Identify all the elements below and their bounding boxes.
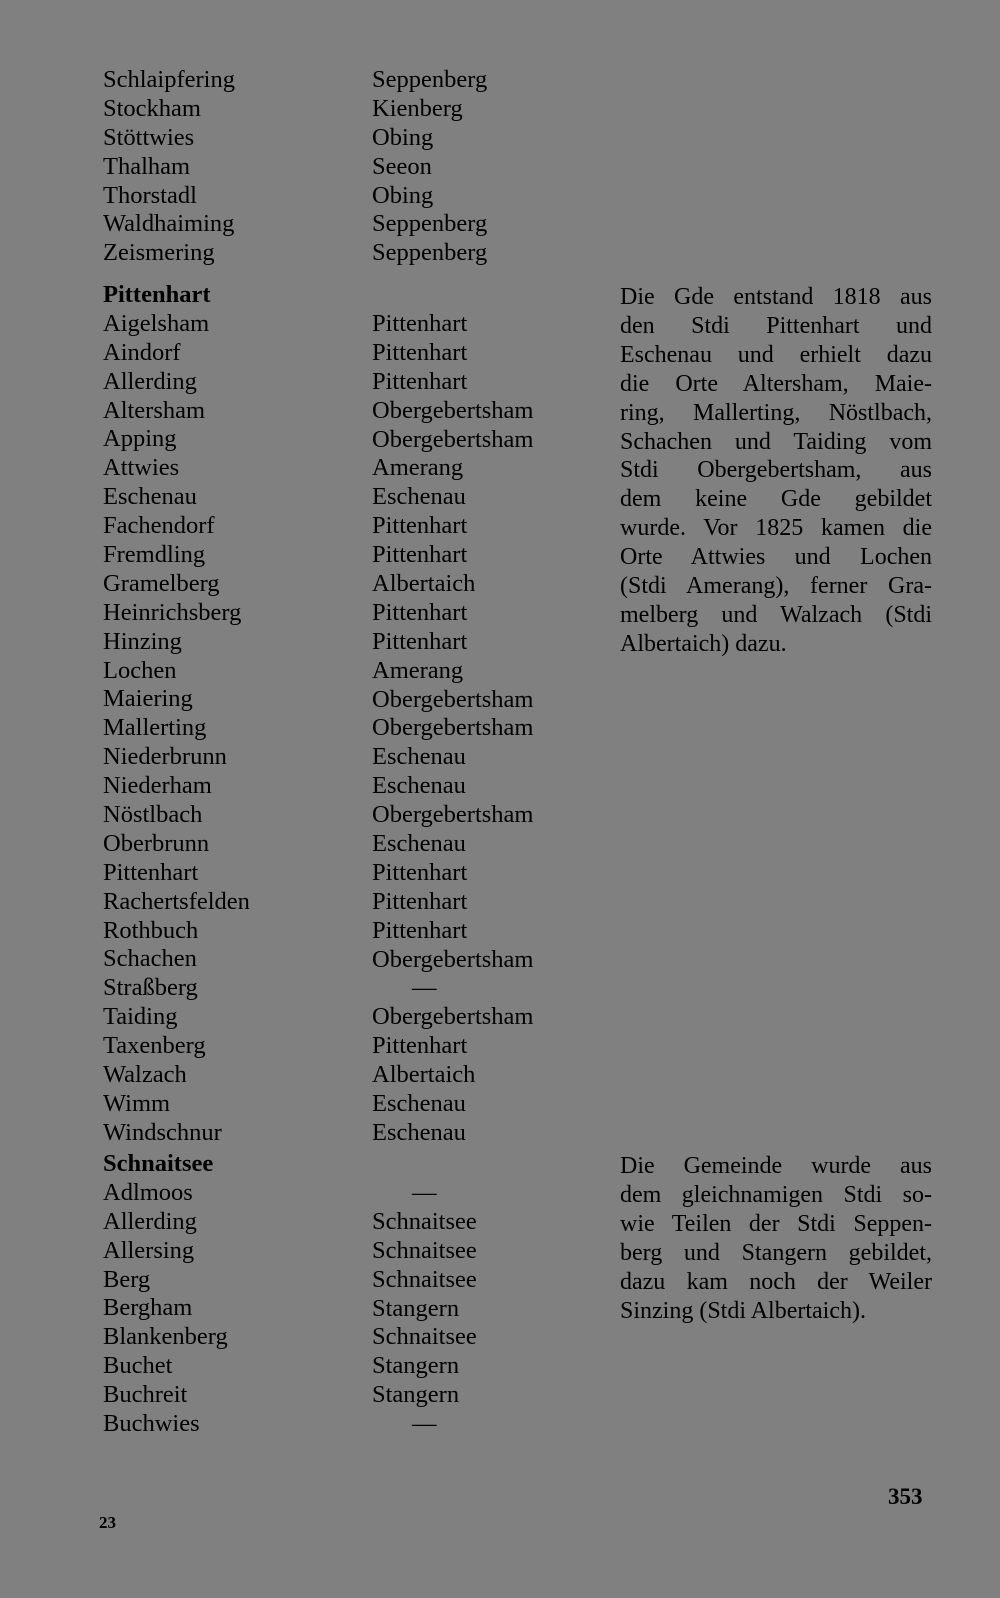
district-name: Pittenhart — [372, 338, 468, 366]
note-line: ring, Mallerting, Nöstlbach, — [620, 399, 932, 426]
note-line: wurde. Vor 1825 kamen die — [620, 515, 932, 542]
district-name: Seppenberg — [372, 210, 488, 238]
section-heading-schnaitsee: Schnaitsee — [103, 1150, 214, 1177]
district-name: Pittenhart — [372, 916, 468, 944]
place-name: Thorstadl — [103, 181, 197, 209]
district-name: Schnaitsee — [372, 1265, 477, 1293]
place-name: Buchreit — [103, 1381, 188, 1409]
district-name: Pittenhart — [372, 367, 468, 395]
place-name: Apping — [103, 425, 177, 453]
district-name: Seppenberg — [372, 66, 488, 93]
district-name: Schnaitsee — [372, 1207, 477, 1235]
district-name: Pittenhart — [372, 541, 468, 569]
district-name: — — [412, 1179, 437, 1206]
place-name: Mallerting — [103, 714, 207, 742]
place-name: Gramelberg — [103, 569, 220, 597]
district-name: Eschenau — [372, 483, 466, 511]
district-name: Pittenhart — [372, 887, 468, 915]
place-name: Allerding — [103, 367, 197, 395]
place-name: Rachertsfelden — [103, 887, 250, 915]
place-name: Schlaipfering — [103, 66, 235, 93]
place-name: Waldhaiming — [103, 210, 235, 238]
place-name: Niederbrunn — [103, 743, 227, 771]
district-name: Stangern — [372, 1352, 460, 1380]
district-name: — — [412, 974, 437, 1002]
district-name: Kienberg — [372, 94, 463, 122]
district-name: Stangern — [372, 1294, 460, 1322]
place-name: Wimm — [103, 1089, 171, 1117]
district-name: Obergebertsham — [372, 1003, 534, 1031]
place-name: Attwies — [103, 454, 180, 482]
place-name: Nöstlbach — [103, 801, 203, 829]
note-pittenhart — [620, 283, 932, 659]
note-line: dem keine Gde gebildet — [620, 486, 932, 513]
place-name: Buchwies — [103, 1410, 200, 1438]
place-name: Lochen — [103, 656, 177, 684]
district-name: Obergebertsham — [372, 945, 534, 973]
place-name: Aindorf — [103, 338, 181, 366]
place-column-top — [103, 66, 353, 268]
place-column-pittenhart — [103, 281, 353, 1148]
note-line: dem gleichnamigen Stdi so- — [620, 1181, 932, 1208]
place-name: Pittenhart — [103, 858, 199, 886]
place-name: Thalham — [103, 152, 191, 180]
place-name: Fachendorf — [103, 512, 215, 540]
section-heading-pittenhart: Pittenhart — [103, 281, 211, 308]
note-line: die Orte Altersham, Maie- — [620, 370, 932, 397]
place-name: Allersing — [103, 1236, 195, 1264]
district-column-top — [372, 66, 602, 268]
district-name: Pittenhart — [372, 512, 468, 540]
note-line: Stdi Obergebertsham, aus — [620, 457, 932, 484]
place-name: Oberbrunn — [103, 829, 210, 857]
place-name: Allerding — [103, 1207, 197, 1235]
district-name: Amerang — [372, 454, 464, 482]
place-name: Schachen — [103, 945, 197, 973]
place-name: Taiding — [103, 1003, 178, 1031]
district-name: Schnaitsee — [372, 1323, 477, 1351]
district-name: Pittenhart — [372, 627, 468, 655]
place-name: Fremdling — [103, 541, 206, 569]
place-name: Rothbuch — [103, 916, 199, 944]
district-name: Albertaich — [372, 1061, 476, 1089]
place-name: Zeismering — [103, 239, 215, 267]
district-name: Obergebertsham — [372, 801, 534, 829]
place-name: Bergham — [103, 1294, 193, 1322]
note-line: Die Gemeinde wurde aus — [620, 1153, 932, 1179]
place-name: Taxenberg — [103, 1032, 206, 1060]
note-line: berg und Stangern gebildet, — [620, 1239, 932, 1266]
place-name: Blankenberg — [103, 1323, 228, 1351]
note-line: den Stdi Pittenhart und — [620, 312, 932, 339]
district-name: Eschenau — [372, 743, 466, 771]
place-name: Altersham — [103, 396, 206, 424]
note-line: Schachen und Taiding vom — [620, 428, 932, 455]
district-name: Pittenhart — [372, 598, 468, 626]
place-name: Stockham — [103, 94, 201, 122]
place-name: Walzach — [103, 1061, 187, 1089]
place-name: Straßberg — [103, 974, 198, 1002]
district-name: Eschenau — [372, 1090, 466, 1118]
note-schnaitsee — [620, 1152, 932, 1325]
place-list-schnaitsee — [103, 1179, 353, 1439]
place-name: Adlmoos — [103, 1178, 193, 1206]
note-line: Albertaich) dazu. — [620, 630, 787, 657]
district-name: Seppenberg — [372, 239, 488, 267]
place-name: Hinzing — [103, 627, 182, 655]
place-name: Windschnur — [103, 1118, 222, 1146]
district-name: Obing — [372, 181, 434, 209]
place-name: Aigelsham — [103, 309, 210, 337]
district-name: Albertaich — [372, 570, 476, 598]
district-column-pittenhart — [372, 310, 602, 1148]
note-line: Sinzing (Stdi Albertaich). — [620, 1297, 866, 1324]
district-name: Obergebertsham — [372, 396, 534, 424]
place-name: Niederham — [103, 772, 212, 800]
district-name: Eschenau — [372, 772, 466, 800]
district-name: Pittenhart — [372, 310, 468, 337]
district-name: Eschenau — [372, 1118, 466, 1146]
signature-number: 23 — [99, 1513, 116, 1532]
district-name: Obergebertsham — [372, 685, 534, 713]
district-name: Amerang — [372, 656, 464, 684]
district-name: Eschenau — [372, 830, 466, 858]
note-line: Eschenau und erhielt dazu — [620, 341, 932, 368]
district-name: Schnaitsee — [372, 1236, 477, 1264]
note-line: (Stdi Amerang), ferner Gra- — [620, 573, 932, 600]
note-line: Orte Attwies und Lochen — [620, 544, 932, 571]
district-name: Obing — [372, 123, 434, 151]
place-name: Stöttwies — [103, 123, 195, 151]
place-name: Eschenau — [103, 483, 197, 511]
page-number: 353 — [888, 1484, 923, 1509]
district-name: Obergebertsham — [372, 425, 534, 453]
district-name: Pittenhart — [372, 1032, 468, 1060]
district-name: Stangern — [372, 1381, 460, 1409]
district-name: Obergebertsham — [372, 714, 534, 742]
note-line: melberg und Walzach (Stdi — [620, 601, 932, 628]
place-name: Heinrichsberg — [103, 598, 242, 626]
place-name: Buchet — [103, 1352, 173, 1380]
place-column-schnaitsee — [103, 1150, 353, 1439]
district-name: Pittenhart — [372, 858, 468, 886]
district-name: Seeon — [372, 152, 432, 180]
place-name: Berg — [103, 1265, 151, 1293]
district-name: — — [412, 1410, 437, 1438]
place-list-pittenhart — [103, 310, 353, 1148]
district-column-schnaitsee — [372, 1179, 602, 1439]
place-name: Maiering — [103, 685, 193, 713]
note-line: wie Teilen der Stdi Seppen- — [620, 1210, 932, 1237]
note-line: Die Gde entstand 1818 aus — [620, 284, 932, 310]
note-line: dazu kam noch der Weiler — [620, 1268, 932, 1295]
